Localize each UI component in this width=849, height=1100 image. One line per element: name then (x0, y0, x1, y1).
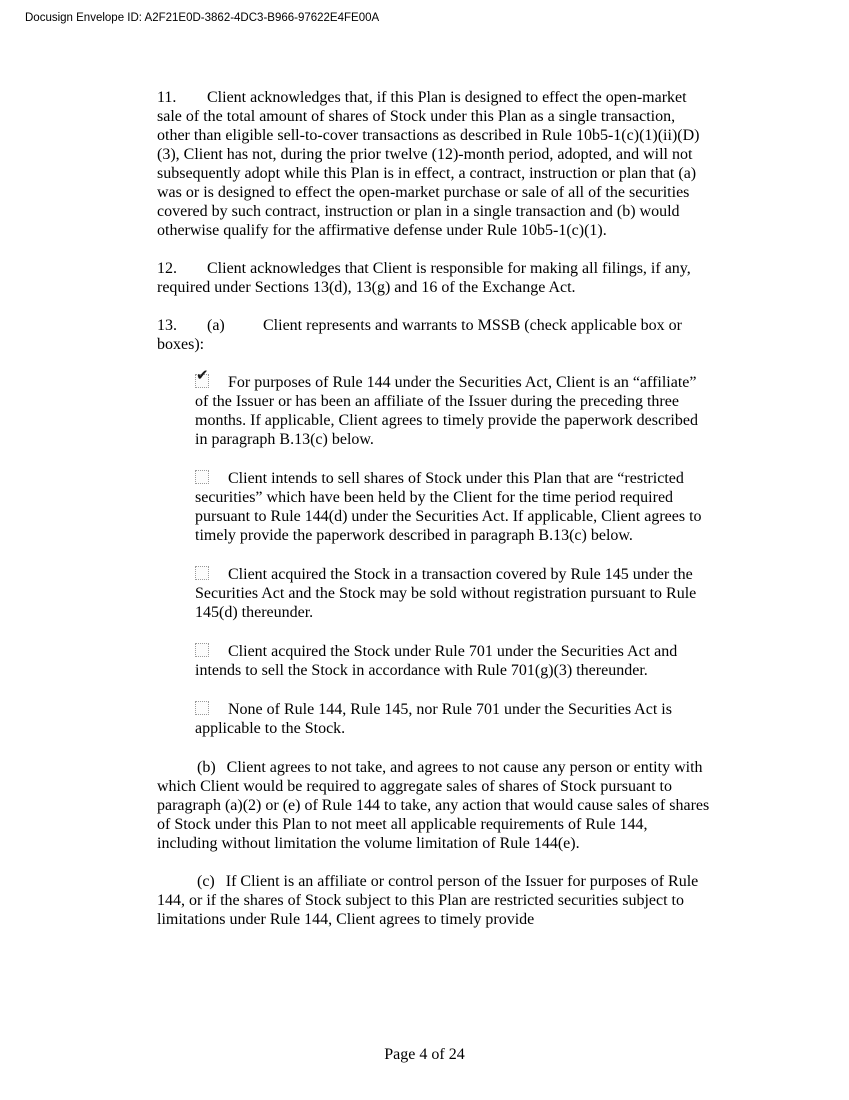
checkbox-rule701-item (195, 642, 709, 680)
paragraph-13a-number: 13. (157, 317, 177, 334)
checkbox-rule701[interactable] (195, 643, 209, 657)
paragraph-13a (157, 316, 711, 354)
checkbox-rule145-label: Client acquired the Stock in a transaction covered by Rule 145 under the Securities Act and the Stock may be sold without registration pursuant to Rule 145(d) thereunder. (195, 566, 697, 621)
checkbox-rule144-affiliate-item (195, 366, 709, 449)
checkbox-rule144-affiliate-checked[interactable] (195, 366, 209, 388)
checkmark-icon: ✔ (196, 366, 209, 384)
checkbox-none-applicable-item (195, 700, 709, 738)
checkbox-rule701-label: Client acquired the Stock under Rule 701 under the Securities Act and intends to sell the Stock in accordance with Rule 701(g)(3) thereunder. (195, 643, 678, 679)
checkbox-restricted-securities[interactable] (195, 470, 209, 484)
paragraph-13b-text: Client agrees to not take, and agrees to not cause any person or entity with which Client would be required to aggregate sales of shares of Stock pursuant to paragraph (a)(2) or (e) of Rule 144 to take, any action that would cause sales of shares of Stock under this Plan to not meet all applicable requirements of Rule 144, including without limitation the volume limitation of Rule 144(e). (157, 759, 710, 852)
document-body (157, 88, 711, 948)
paragraph-13b-sublabel: (b) (197, 759, 216, 776)
checkbox-restricted-securities-label: Client intends to sell shares of Stock under this Plan that are “restricted securities” which have been held by the Client for the time period required pursuant to Rule 144(d) under the Securities Act. If applicable, Client agrees to timely provide the paperwork described in paragraph B.13(c) below. (195, 470, 702, 544)
paragraph-12 (157, 259, 711, 297)
checkbox-none-applicable[interactable] (195, 701, 209, 715)
paragraph-13c-text: If Client is an affiliate or control person of the Issuer for purposes of Rule 144, or if the shares of Stock subject to this Plan are restricted securities subject to limitations under Rule 144, Client agrees to timely provide (157, 873, 699, 928)
checkbox-rule145-item (195, 565, 709, 622)
checkbox-rule144-affiliate-label: For purposes of Rule 144 under the Securities Act, Client is an “affiliate” of the Issuer or has been an affiliate of the Issuer during the preceding three months. If applicable, Client agrees to timely provide the paperwork described in paragraph B.13(c) below. (195, 374, 698, 448)
paragraph-12-text: Client acknowledges that Client is responsible for making all filings, if any, required under Sections 13(d), 13(g) and 16 of the Exchange Act. (157, 260, 691, 296)
checkbox-rule145[interactable] (195, 566, 209, 580)
paragraph-12-number: 12. (157, 260, 177, 277)
paragraph-13c-sublabel: (c) (197, 873, 215, 890)
paragraph-13b (157, 758, 711, 853)
checkbox-restricted-securities-item (195, 469, 709, 545)
paragraph-13c (157, 872, 711, 929)
paragraph-11-number: 11. (157, 89, 177, 106)
paragraph-13a-sublabel: (a) (207, 317, 225, 334)
page-number: Page 4 of 24 (384, 1046, 465, 1063)
docusign-envelope-id: Docusign Envelope ID: A2F21E0D-3862-4DC3-B966-97622E4FE00A (25, 12, 380, 24)
paragraph-13a-text: Client represents and warrants to MSSB (check applicable box or boxes): (157, 317, 682, 353)
paragraph-11 (157, 88, 711, 240)
checkbox-none-applicable-label: None of Rule 144, Rule 145, nor Rule 701 under the Securities Act is applicable to the Stock. (195, 701, 672, 737)
paragraph-11-text: Client acknowledges that, if this Plan is designed to effect the open-market sale of the total amount of shares of Stock under this Plan as a single transaction, other than eligible sell-to-cover transactions as described in Rule 10b5-1(c)(1)(ii)(D)(3), Client has not, during the prior twelve (12)-month period, adopted, and will not subsequently adopt while this Plan is in effect, a contract, instruction or plan that (a) was or is designed to effect the open-market purchase or sale of all of the securities covered by such contract, instruction or plan in a single transaction and (b) would otherwise qualify for the affirmative defense under Rule 10b5-1(c)(1). (157, 89, 700, 239)
